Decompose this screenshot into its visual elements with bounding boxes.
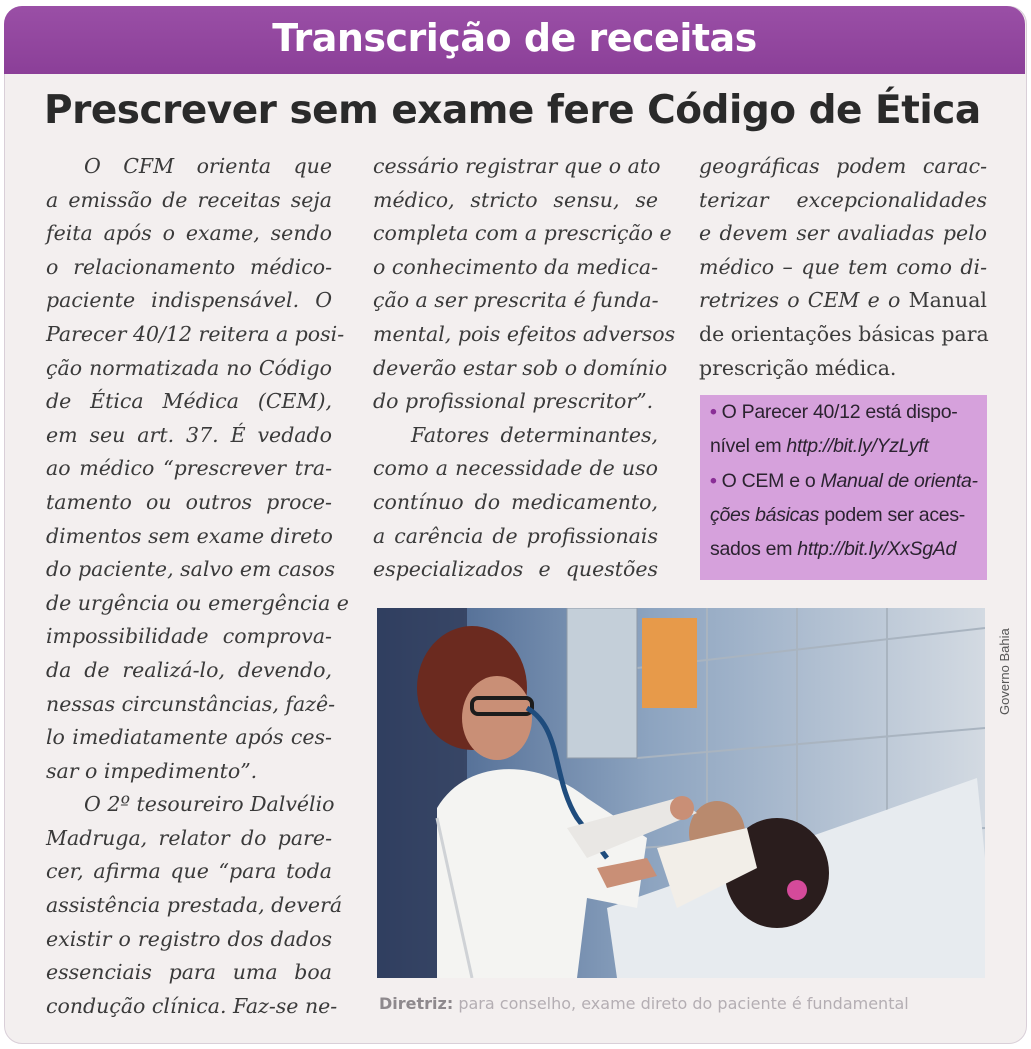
column-2-line: Fatores determinantes, (411, 422, 658, 447)
doctor-examining-patient-image (377, 608, 985, 978)
column-2-line: deverão estar sob o domínio (373, 355, 668, 380)
column-1-line: ção normatizada no Código (46, 355, 332, 380)
column-1-line: ao médico “prescrever tra- (46, 456, 332, 481)
column-2-line: a carência de profissionais (373, 523, 658, 548)
caption-text: para conselho, exame direto do paciente é fundamental (458, 994, 909, 1013)
column-1-line: a emissão de receitas seja (46, 187, 332, 212)
bullet-icon: • (710, 401, 717, 423)
column-3-line: prescrição médica. (699, 355, 897, 380)
info-item-1-line-2 (710, 435, 929, 458)
column-1-line: do paciente, salvo em casos (46, 557, 336, 582)
column-1-line: tamento ou outros proce- (46, 489, 332, 514)
column-1-line: O 2º tesoureiro Dalvélio (84, 792, 335, 817)
info-item-2-text: O CEM e o (721, 470, 816, 492)
column-3-line: e devem ser avaliadas pelo (699, 221, 987, 246)
info-item-1-text: O Parecer 40/12 está dispo- (721, 401, 958, 423)
text-column-3 (699, 150, 987, 385)
column-2-line: completa com a prescrição e (373, 221, 672, 246)
info-item-2-line-1 (710, 470, 978, 493)
column-1-line: feita após o exame, sendo (46, 221, 332, 246)
info-item-2-line-2 (710, 504, 965, 527)
column-1-line: da de realizá-lo, devendo, (46, 657, 332, 682)
photo-credit (985, 610, 1025, 730)
column-2-line: ção a ser prescrita é funda- (373, 288, 659, 313)
column-3-line: médico – que tem como di- (699, 254, 987, 279)
column-1-line: essenciais para uma boa (46, 960, 332, 985)
info-box (700, 395, 987, 580)
manual-title-part: Manual (908, 288, 987, 313)
column-1-line: O CFM orienta que (84, 154, 332, 178)
info-item-2-text: podem ser aces- (824, 504, 965, 526)
column-1-line: condução clínica. Faz-se ne- (46, 993, 338, 1018)
parecer-link[interactable]: http://bit.ly/YzLyft (786, 435, 929, 457)
column-2-line: o conhecimento da medica- (373, 254, 658, 279)
photo-caption (379, 994, 909, 1013)
column-1-line: Madruga, relator do pare- (46, 825, 332, 850)
column-1-line: lo imediatamente após ces- (46, 725, 332, 750)
info-item-2-text: sados em (710, 538, 793, 560)
column-3-line: de orientações básicas para (699, 321, 989, 346)
column-1-line: existir o registro dos dados (46, 926, 332, 951)
column-2-line: especializados e questões (373, 557, 658, 582)
column-1-line: impossibilidade comprova- (46, 624, 332, 649)
column-1-line: dimentos sem exame direto (46, 523, 333, 548)
column-3-line: geográficas podem carac- (699, 154, 987, 178)
column-1-line: assistência prestada, deverá (46, 893, 343, 918)
column-2-line: mental, pois efeitos adversos (373, 321, 676, 346)
column-2-line: cessário registrar que o ato (373, 154, 661, 178)
caption-label: Diretriz: (379, 994, 454, 1013)
article-headline: Prescrever sem exame fere Código de Ética (44, 88, 981, 133)
text-column-2 (373, 150, 676, 587)
bullet-icon: • (710, 470, 717, 492)
column-2-line: como a necessidade de uso (373, 456, 658, 481)
column-2-line: médico, stricto sensu, se (373, 187, 658, 212)
column-1-line: em seu art. 37. É vedado (46, 422, 332, 447)
section-banner-title: Transcrição de receitas (272, 16, 757, 60)
column-1-line: de Ética Médica (CEM), (46, 389, 332, 414)
info-item-1-line-1 (710, 401, 957, 424)
info-item-1-text: nível em (710, 435, 782, 457)
column-1-line: Parecer 40/12 reitera a posi- (46, 321, 345, 346)
column-1-line: nessas circunstâncias, fazê- (46, 691, 336, 716)
column-1-line: cer, afirma que “para toda (46, 859, 332, 884)
info-item-2-line-3 (710, 538, 956, 561)
photo-credit-text: Governo Bahia (997, 628, 1012, 715)
column-3-line (699, 284, 987, 318)
cem-link[interactable]: http://bit.ly/XxSgAd (797, 538, 957, 560)
column-2-line: do profissional prescritor”. (373, 389, 654, 414)
section-banner (4, 6, 1025, 74)
text-column-1 (46, 150, 349, 1023)
column-2-line: contínuo do medicamento, (373, 489, 658, 514)
column-1-line: de urgência ou emergência e (46, 590, 349, 615)
column-1-line: o relacionamento médico- (46, 254, 332, 279)
column-1-line: paciente indispensável. O (46, 288, 332, 313)
column-3-text: retrizes o CEM e o (699, 288, 901, 313)
manual-title: Manual de orienta- (820, 470, 978, 492)
column-1-line: sar o impedimento”. (46, 758, 258, 783)
article-photo (377, 608, 985, 978)
manual-title: ções básicas (710, 504, 820, 526)
column-3-line: terizar excepcionalidades (699, 187, 987, 212)
